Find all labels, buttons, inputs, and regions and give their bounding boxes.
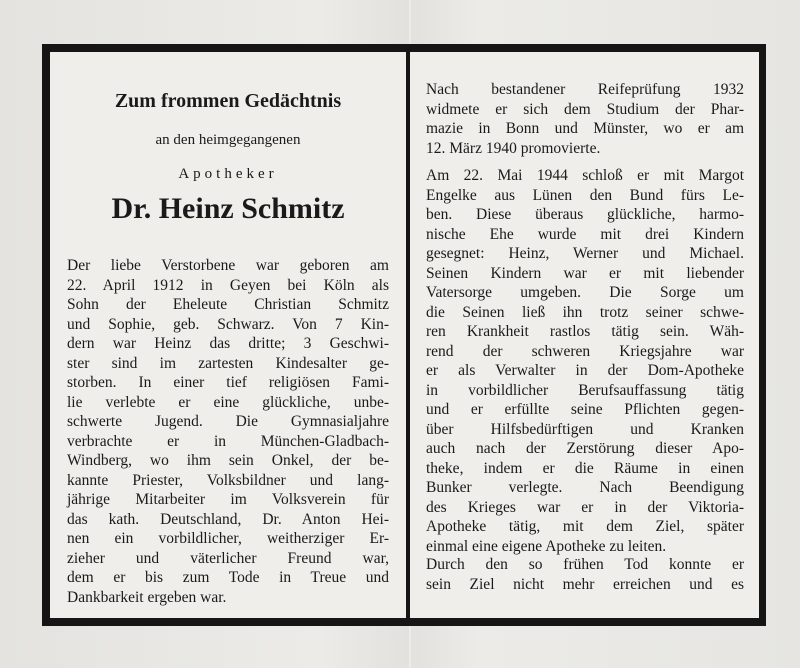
text-line: über Hilfsbedürftigen und Kranken <box>426 420 744 438</box>
biography-paragraph-4 <box>426 555 744 594</box>
text-line: dem er bis zum Tode in Treue und <box>67 569 389 586</box>
right-panel <box>406 44 766 626</box>
biography-paragraph-3 <box>426 166 744 556</box>
text-line: in vorbildlicher Berufsauffassung tätig <box>426 381 744 399</box>
text-line: schwerte Jugend. Die Gymnasialjahre <box>67 413 389 430</box>
text-line: mazie in Bonn und Münster, wo er am <box>426 120 744 137</box>
text-line: und er erfüllte seine Pflichten gegen- <box>426 401 744 418</box>
text-line: des Krieges war er in der Viktoria- <box>426 498 744 516</box>
text-line: nische Ehe wurde mit drei Kindern <box>426 225 744 243</box>
text-line: nen ein vorbildlicher, weitherziger Er- <box>67 530 389 547</box>
text-line: verbrachte er in München-Gladbach- <box>67 432 389 450</box>
text-line: Apotheke tätig, mit dem Ziel, später <box>426 518 744 535</box>
text-line: das kath. Deutschland, Dr. Anton Hei- <box>67 510 389 528</box>
profession: Apotheker <box>178 166 278 182</box>
text-line: Seinen Kindern war er mit liebender <box>426 264 744 282</box>
left-panel <box>42 44 412 626</box>
text-line: ren Krankheit rastlos tätig sein. Wäh- <box>426 323 744 340</box>
text-line: Engelke aus Lünen den Bund fürs Le- <box>426 186 744 204</box>
text-line: zieher und väterlicher Freund war, <box>67 549 389 567</box>
text-line: theke, indem er die Räume in einen <box>426 459 744 477</box>
text-line: 12. März 1940 promovierte. <box>426 139 601 157</box>
text-line: Der liebe Verstorbene war geboren am <box>67 257 389 274</box>
text-line: Vatersorge umgeben. Die Sorge um <box>426 284 744 301</box>
text-line: Sohn der Eheleute Christian Schmitz <box>67 296 389 313</box>
text-line: einmal eine eigene Apotheke zu leiten. <box>426 537 667 555</box>
text-line: auch nach der Zerstörung dieser Apo- <box>426 440 744 457</box>
text-line: dern war Heinz das dritte; 3 Geschwi- <box>67 335 389 352</box>
deceased-name: Dr. Heinz Schmitz <box>111 192 345 225</box>
text-line: jährige Mitarbeiter im Volksverein für <box>67 491 389 508</box>
text-line: ben. Diese überaus glückliche, harmo- <box>426 206 744 223</box>
text-line: Dankbarkeit ergeben war. <box>67 588 227 606</box>
text-line: 22. April 1912 in Geyen bei Köln als <box>67 276 389 294</box>
text-line: er als Verwalter in der Dom-Apotheke <box>426 362 744 379</box>
text-line: ster sind im zartesten Kindesalter ge- <box>67 354 389 372</box>
card-title: Zum frommen Gedächtnis <box>114 90 342 112</box>
card-subtitle: an den heimgegangenen <box>155 132 301 148</box>
text-line: gesegnet: Heinz, Werner und Michael. <box>426 245 744 262</box>
text-line: rend der schweren Kriegsjahre war <box>426 342 744 360</box>
text-line: Bunker verlegte. Nach Beendigung <box>426 479 744 496</box>
biography-paragraph-1 <box>67 256 389 607</box>
text-line: kannte Priester, Volksbildner und lang- <box>67 471 389 489</box>
text-line: storben. In einer tief religiösen Fami- <box>67 374 389 391</box>
text-line: die Seinen ließ ihn trotz seiner schwe- <box>426 303 744 321</box>
text-line: Windberg, wo ihm sein Onkel, der be- <box>67 452 389 469</box>
text-line: Nach bestandener Reifeprüfung 1932 <box>426 81 744 98</box>
text-line: lie verlebte er eine glückliche, unbe- <box>67 393 389 411</box>
text-line: Am 22. Mai 1944 schloß er mit Margot <box>426 167 744 184</box>
text-line: und Sophie, geb. Schwarz. Von 7 Kin- <box>67 315 389 333</box>
text-line: widmete er sich dem Studium der Phar- <box>426 100 744 118</box>
text-line: sein Ziel nicht mehr erreichen und es <box>426 575 744 593</box>
biography-paragraph-2 <box>426 80 744 158</box>
text-line: Durch den so frühen Tod konnte er <box>426 556 744 573</box>
